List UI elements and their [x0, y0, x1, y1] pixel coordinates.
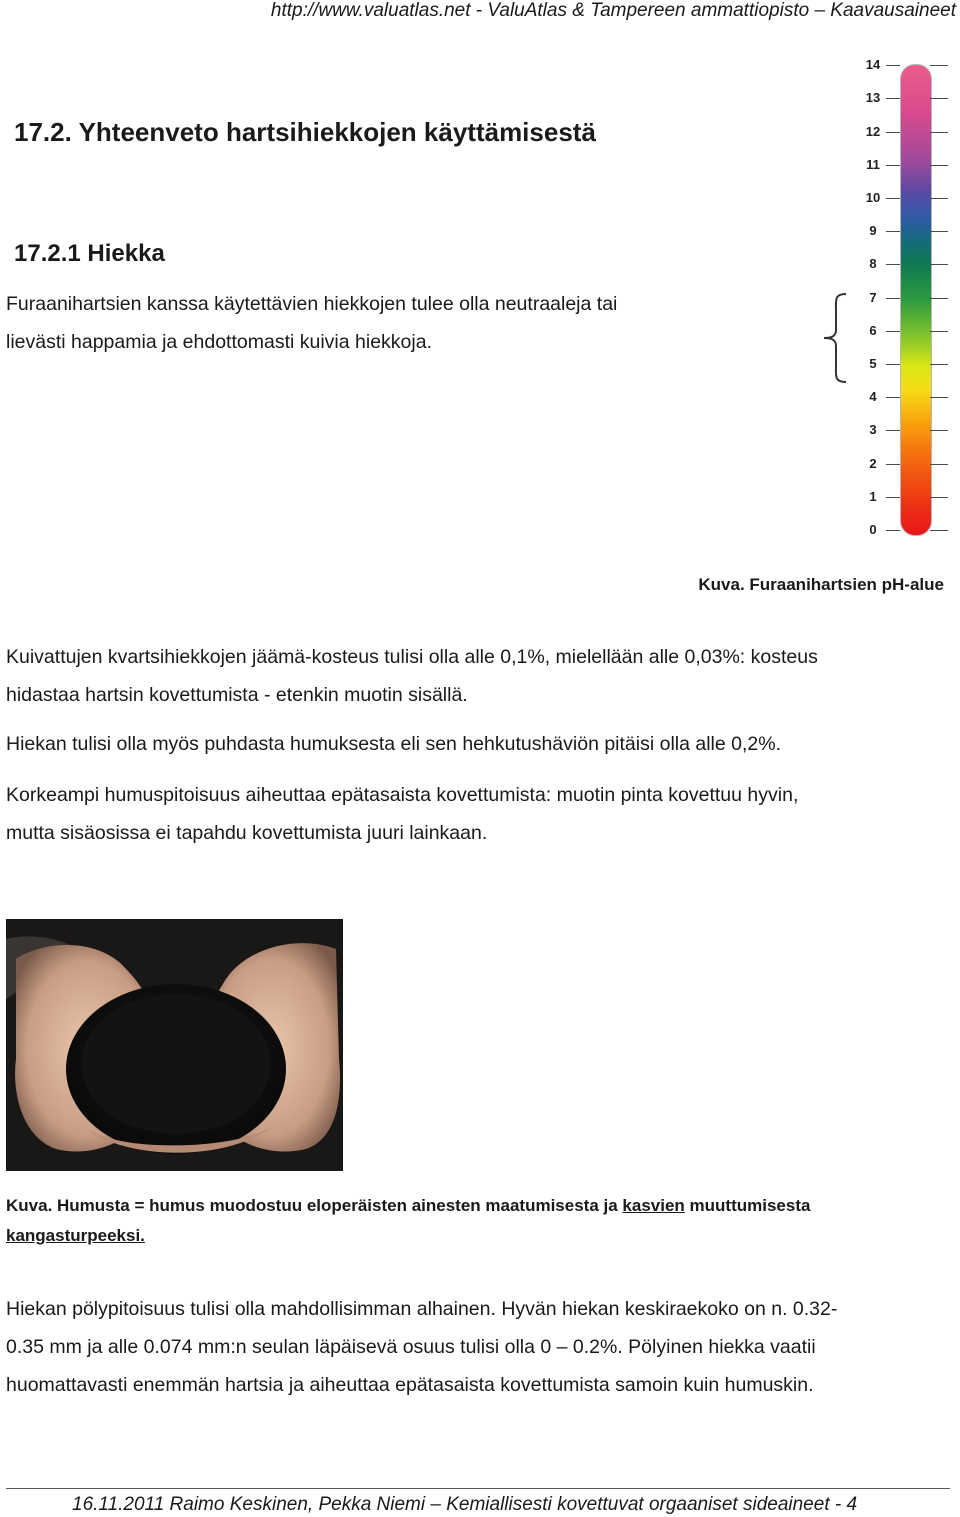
ph-label-2: 2 [869, 455, 877, 471]
ph-range-brace [820, 292, 850, 384]
ph-tick-right-5 [930, 364, 948, 365]
ph-label-4: 4 [869, 389, 877, 405]
ph-tick-right-8 [930, 264, 948, 265]
ph-label-0: 0 [869, 522, 877, 537]
ph-tick-right-13 [930, 98, 948, 99]
intro-line-2: lievästi happamia ja ehdottomasti kuivia hiekkoja. [6, 331, 432, 353]
ph-tick-right-9 [930, 231, 948, 232]
footer-divider [6, 1488, 950, 1489]
ph-tick-left-0 [886, 530, 900, 531]
humus-paragraph: Hiekan tulisi olla myös puhdasta humuksesta eli sen hehkutushäviön pitäisi olla alle 0,2%. [6, 733, 782, 755]
page-header: http://www.valuatlas.net - ValuAtlas & Tampereen ammattiopisto – Kaavausaineet [270, 0, 956, 21]
moisture-paragraph [6, 638, 818, 714]
ph-tick-left-10 [886, 198, 900, 199]
ph-label-7: 7 [869, 289, 877, 305]
ph-tick-right-2 [930, 464, 948, 465]
moisture-line-1: Kuivattujen kvartsihiekkojen jäämä-kosteus tulisi olla alle 0,1%, mielellään alle 0,03%: kosteus [6, 646, 818, 668]
humus-caption-text-2: muuttumisesta [684, 1196, 811, 1215]
ph-label-10: 10 [865, 190, 881, 205]
ph-tick-left-6 [886, 331, 900, 332]
ph-label-14: 14 [865, 57, 881, 73]
humus-hands-photo [6, 919, 343, 1171]
ph-label-5: 5 [869, 356, 877, 371]
dust-line-2: 0.35 mm ja alle 0.074 mm:n seulan läpäisevä osuus tulisi olla 0 – 0.2%. Pölyinen hiekka vaatii [6, 1336, 816, 1358]
ph-tick-right-11 [930, 165, 948, 166]
ph-tick-right-7 [930, 298, 948, 299]
ph-label-11: 11 [866, 156, 880, 172]
dust-line-3: huomattavasti enemmän hartsia ja aiheuttaa epätasaista kovettumista samoin kuin humuskin. [6, 1374, 814, 1396]
ph-tick-left-7 [886, 298, 900, 299]
dust-line-1: Hiekan pölypitoisuus tulisi olla mahdollisimman alhainen. Hyvän hiekan keskiraekoko on n. 0.32- [6, 1298, 838, 1320]
ph-label-13: 13 [865, 90, 881, 106]
ph-tick-right-10 [930, 198, 948, 199]
ph-tick-left-4 [886, 397, 900, 398]
kasvien-link[interactable]: kasvien [622, 1196, 685, 1215]
ph-color-tube [900, 64, 932, 536]
kangasturpeeksi-link[interactable]: kangasturpeeksi. [6, 1226, 145, 1245]
subsection-title: 17.2.1 Hiekka [14, 240, 165, 267]
page-footer: 16.11.2011 Raimo Keskinen, Pekka Niemi – Kemiallisesti kovettuvat orgaaniset sideaineet - 4 [72, 1494, 858, 1515]
ph-scale-figure [820, 54, 960, 544]
humus-caption [6, 1196, 810, 1246]
intro-line-1: Furaanihartsien kanssa käytettävien hiekkojen tulee olla neutraaleja tai [6, 293, 618, 315]
ph-tick-right-1 [930, 497, 948, 498]
ph-label-8: 8 [869, 256, 877, 272]
ph-tick-left-5 [886, 364, 900, 365]
ph-tick-left-9 [886, 231, 900, 232]
ph-tick-right-4 [930, 397, 948, 398]
ph-tick-right-3 [930, 430, 948, 431]
ph-tick-left-11 [886, 165, 900, 166]
ph-label-9: 9 [869, 223, 877, 239]
ph-tick-right-6 [930, 331, 948, 332]
ph-tick-left-13 [886, 98, 900, 99]
ph-label-6: 6 [869, 322, 877, 338]
moisture-line-2: hidastaa hartsin kovettumista - etenkin muotin sisällä. [6, 684, 468, 706]
ph-tick-right-0 [930, 530, 948, 531]
intro-paragraph [6, 285, 617, 361]
humus-caption-text-1: Kuva. Humusta = humus muodostuu eloperäisten ainesten maatumisesta ja [6, 1196, 623, 1215]
higher-line-2: mutta sisäosissa ei tapahdu kovettumista juuri lainkaan. [6, 822, 488, 844]
ph-caption: Kuva. Furaanihartsien pH-alue [698, 575, 944, 594]
ph-tick-left-8 [886, 264, 900, 265]
ph-label-12: 12 [865, 123, 881, 139]
ph-tick-left-1 [886, 497, 900, 498]
higher-humus-paragraph [6, 776, 798, 852]
ph-label-3: 3 [869, 422, 877, 438]
ph-tick-left-12 [886, 132, 900, 133]
ph-tick-left-2 [886, 464, 900, 465]
section-title: 17.2. Yhteenveto hartsihiekkojen käyttämisestä [14, 117, 596, 147]
higher-line-1: Korkeampi humuspitoisuus aiheuttaa epätasaista kovettumista: muotin pinta kovettuu hyvin, [6, 784, 799, 806]
ph-tick-left-3 [886, 430, 900, 431]
ph-tick-right-14 [930, 65, 948, 66]
ph-tick-right-12 [930, 132, 948, 133]
ph-tick-left-14 [886, 65, 900, 66]
dust-paragraph [6, 1290, 837, 1404]
ph-label-1: 1 [869, 488, 877, 504]
